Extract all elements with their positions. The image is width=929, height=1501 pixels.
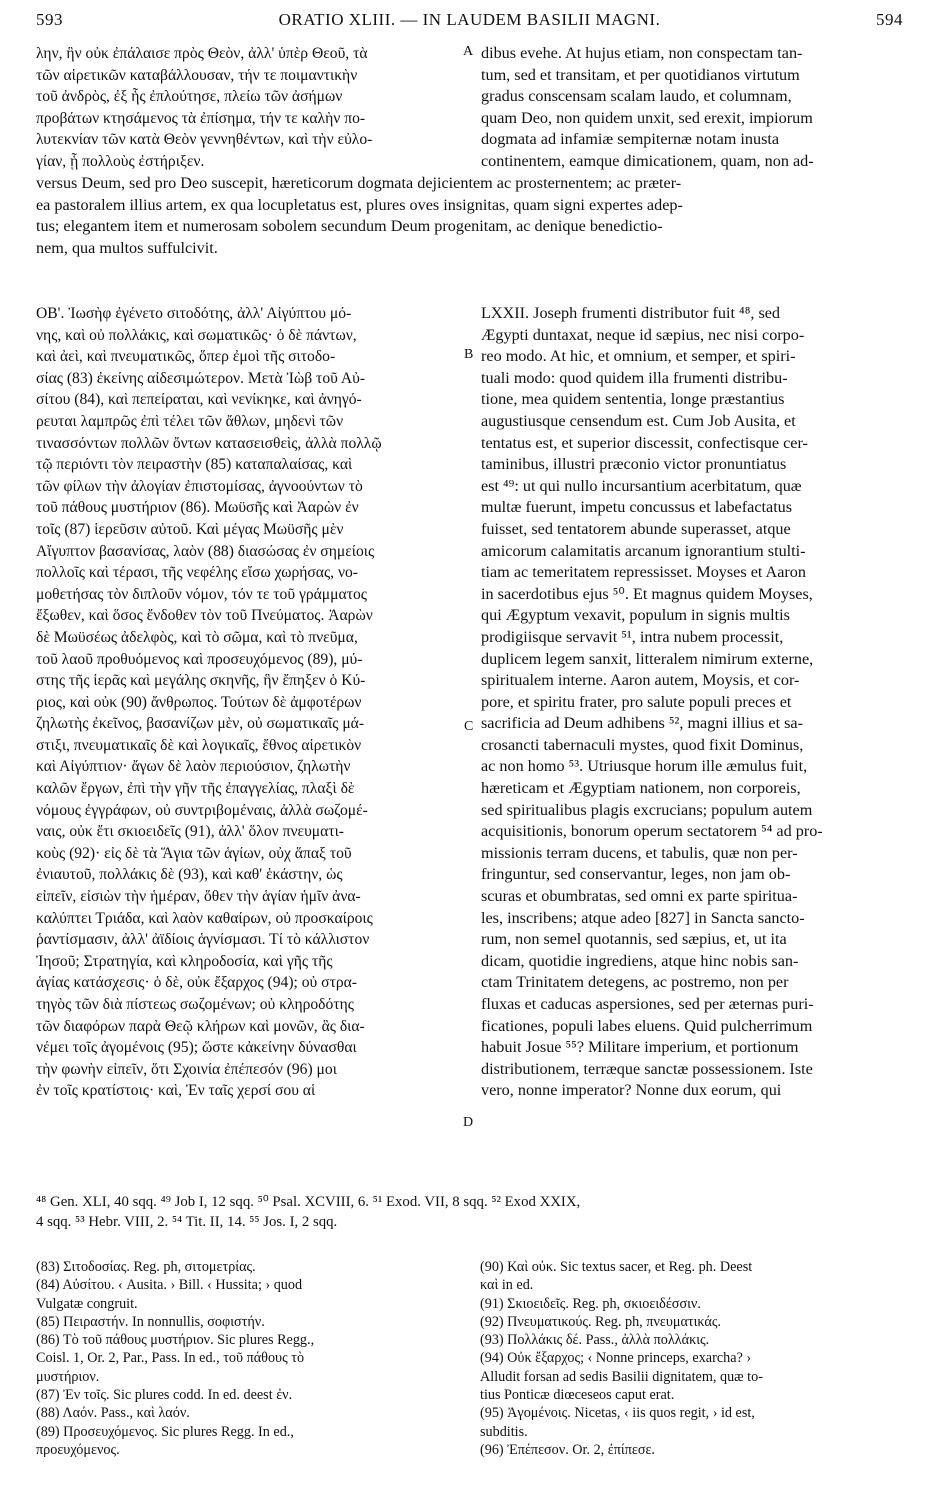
latin-full-line: nem, qua multos suffulcivit. bbox=[36, 238, 218, 257]
latin-line: pore, et spiritu frater, pro salute populi preces et bbox=[481, 692, 792, 711]
greek-line: νέμει τοῖς ἀγομένοις (95); ὥστε κἀκείνην δύνασθαι bbox=[36, 1039, 357, 1057]
notes-right-column bbox=[480, 1258, 906, 1459]
greek-line: τινασσόντων πολλῶν ὄντων κατασεισθεὶς, ἀλλὰ πολλῷ bbox=[36, 434, 382, 452]
latin-line: sed spiritualibus plagis excrucians; populum autem bbox=[481, 800, 813, 819]
latin-line: amicorum calamitatis arcanum ignorantium stulti- bbox=[481, 541, 806, 560]
greek-line: Ἰησοῦ; Στρατηγία, καὶ κληροδοσία, καὶ γῆς τῆς bbox=[36, 952, 333, 970]
latin-line: ctam Trinitatem detegens, ac postremo, non per bbox=[481, 973, 789, 992]
greek-line: μοθετήσας τὸν διπλοῦν νόμον, τόν τε τοῦ γράμματος bbox=[36, 585, 367, 603]
greek-line: τοῦ λαοῦ προθυόμενος καὶ προσευχόμενος (89), μύ- bbox=[36, 650, 363, 668]
greek-top-line: γίαν, ᾗ πολλοὺς ἐστήριξεν. bbox=[36, 152, 205, 170]
latin-line: fuisset, sed tentatorem abunde superasset, atque bbox=[481, 519, 791, 538]
greek-top-line: λην, ἣν οὐκ ἐπάλαισε πρὸς Θεὸν, ἀλλ' ὑπὲρ Θεοῦ, τὰ bbox=[36, 45, 368, 62]
latin-line: duplicem legem sanxit, litteralem nimirum externe, bbox=[481, 649, 814, 668]
latin-line: hæreticam et Ægyptiam nationem, non corporeis, bbox=[481, 779, 801, 798]
note-line: Vulgatæ congruit. bbox=[36, 1295, 138, 1312]
greek-line: καλύπτει Τριάδα, καὶ λαὸν καθαίρων, οὐ προσκαίροις bbox=[36, 909, 373, 927]
greek-line: τῶν διαφόρων παρὰ Θεῷ κλήρων καὶ μονῶν, ἃς δια- bbox=[36, 1017, 365, 1035]
note-line: Coisl. 1, Or. 2, Par., Pass. In ed., τοῦ πάθους τὸ bbox=[36, 1350, 305, 1367]
latin-line: ac non homo ⁵³. Utriusque horum ille æmulus fuit, bbox=[481, 757, 808, 776]
note-line: (88) Λαόν. Pass., καὶ λαόν. bbox=[36, 1405, 190, 1422]
latin-line: tuali modo: quod quidem illa frumenti distribu- bbox=[481, 368, 788, 387]
latin-line: tentatus est, et superior discessit, confectisque cer- bbox=[481, 433, 808, 452]
greek-line: στης τῆς ἱερᾶς καὶ μεγάλης σκηνῆς, ἣν ἔπηξεν ὁ Κύ- bbox=[36, 672, 366, 690]
latin-line: est ⁴⁹: ut qui nullo incursantium acerbitatum, quæ bbox=[481, 476, 802, 495]
latin-line: in sacerdotibus ejus ⁵⁰. Et magnus quidem Moyses, bbox=[481, 584, 813, 603]
latin-line: prodigiisque servavit ⁵¹, intra nubem processit, bbox=[481, 627, 784, 646]
greek-line: ριος, καὶ οὐκ (90) ἄνθρωπος. Τούτων δὲ ἀμφοτέρων bbox=[36, 693, 362, 711]
latin-line: les, inscribens; atque adeo [827] in Sancta sancto- bbox=[481, 908, 805, 927]
greek-top-line: τῶν αἱρετικῶν καταβάλλουσαν, τήν τε ποιμαντικὴν bbox=[36, 66, 358, 84]
latin-top-column bbox=[481, 43, 905, 173]
latin-line: reo modo. At hic, et omnium, et semper, et spiri- bbox=[481, 347, 796, 366]
greek-main-column bbox=[36, 303, 460, 1102]
note-line: (85) Πειραστήν. In nonnullis, σοφιστήν. bbox=[36, 1313, 265, 1330]
scripture-references bbox=[36, 1192, 906, 1232]
note-line: (91) Σκιοειδεῖς. Reg. ph, σκιοειδέσσιν. bbox=[480, 1295, 701, 1312]
greek-line: ἁγίας κατάσχεσις· ὁ δὲ, οὐκ ἔξαρχος (94); οὐ στρα- bbox=[36, 974, 357, 992]
latin-line: LXXII. Joseph frumenti distributor fuit ⁴⁸, sed bbox=[481, 304, 781, 322]
greek-line: ἔξωθεν, καὶ ὅσος ἔνδοθεν τὸν τοῦ Πνεύματος. Ἀαρὼν bbox=[36, 607, 373, 625]
latin-full-line: tus; elegantem item et numerosam sobolem secundum Deum progenitam, ac denique benedictio- bbox=[36, 217, 663, 236]
latin-line: taminibus, illustri præconio victor pronuntiatus bbox=[481, 455, 787, 474]
latin-line: crosancti tabernaculi mystes, quod fixit Dominus, bbox=[481, 735, 804, 754]
latin-top-line: dogmata ad infamiæ sempiternæ notam inusta bbox=[481, 130, 780, 149]
notes-left-column bbox=[36, 1258, 466, 1459]
greek-top-line: τοῦ ἀνδρὸς, ἐξ ἧς ἐπλούτησε, πλείω τῶν ἀσήμων bbox=[36, 88, 343, 106]
latin-line: rum, non semel quotannis, sed sæpius, et, ut ita bbox=[481, 930, 787, 949]
latin-top-line: continentem, eamque dimicationem, quam, non ad- bbox=[481, 151, 814, 170]
greek-line: ΟΒ'. Ἰωσὴφ ἐγένετο σιτοδότης, ἀλλ' Αἰγύπτου μό- bbox=[36, 305, 352, 322]
marker-d: D bbox=[463, 1115, 474, 1130]
greek-line: τῷ περιόντι τὸν πειραστὴν (85) καταπαλαίσας, καὶ bbox=[36, 456, 353, 474]
note-line: (83) Σιτοδοσίας. Reg. ph, σιτομετρίας. bbox=[36, 1259, 256, 1275]
latin-line: spiritualem interne. Aaron autem, Moysis, et cor- bbox=[481, 671, 800, 690]
greek-top-line: προβάτων κτησάμενος τὰ ἐπίσημα, τήν τε καλὴν πο- bbox=[36, 109, 366, 127]
greek-line: Αἴγυπτον βασανίσας, λαὸν (88) διασώσας ἐν σημείοις bbox=[36, 542, 375, 560]
greek-line: πολλοῖς καὶ τέρασι, τῆς νεφέλης εἴσω χωρήσας, νο- bbox=[36, 564, 358, 582]
greek-line: σίας (83) ἐκείνης αἰδεσιμώτερον. Μετὰ Ἰὼβ τοῦ Αὐ- bbox=[36, 369, 366, 387]
latin-line: missionis terram ducens, et tabulis, quæ non per- bbox=[481, 843, 798, 862]
note-line: (89) Προσευχόμενος. Sic plures Regg. In ed., bbox=[36, 1423, 294, 1440]
greek-line: σίτου (84), καὶ πεπείραται, καὶ νενίκηκε, καὶ ἀνηγό- bbox=[36, 391, 362, 409]
latin-top-line: dibus evehe. At hujus etiam, non conspectam tan- bbox=[481, 44, 803, 62]
marker-b: B bbox=[464, 347, 474, 362]
greek-line: τηγὸς τῶν διὰ πίστεως σωζομένων; οὐ κληροδότης bbox=[36, 996, 354, 1013]
greek-line: νόμους ἐγγράφων, οὐ συντριβομέναις, ἀλλὰ σωζομέ- bbox=[36, 801, 368, 819]
latin-line: distributionem, terræque sanctæ possessionem. Iste bbox=[481, 1059, 813, 1078]
marker-c: C bbox=[464, 719, 474, 734]
latin-line: tiam ac temeritatem repressisset. Moyses et Aaron bbox=[481, 563, 806, 582]
note-line: (90) Καὶ οὐκ. Sic textus sacer, et Reg. ph. Deest bbox=[480, 1259, 753, 1275]
running-title: ORATIO XLIII. — IN LAUDEM BASILII MAGNI. bbox=[278, 10, 661, 29]
latin-line: tione, mea quidem sententia, longe præstantius bbox=[481, 390, 785, 409]
latin-line: sacrificia ad Deum adhibens ⁵², magni illius et sa- bbox=[481, 714, 804, 733]
note-line: (86) Τὸ τοῦ πάθους μυστήριον. Sic plures Regg., bbox=[36, 1332, 315, 1349]
latin-line: fluxas et caducas aspersiones, sed per æternas puri- bbox=[481, 995, 814, 1013]
latin-top-line: quam Deo, non quidem unxit, sed erexit, impiorum bbox=[481, 108, 813, 127]
latin-line: multæ fuerunt, impetu concussus et labefactatus bbox=[481, 498, 793, 517]
latin-top-line: gradus conscensam scalam laudo, et columnam, bbox=[481, 87, 792, 106]
note-line: Alludit forsan ad sedis Basilii dignitatem, quæ to- bbox=[480, 1368, 763, 1385]
greek-top-column bbox=[36, 43, 460, 173]
latin-line: acquisitionis, bonorum operum sectatorem ⁵⁴ ad pro- bbox=[481, 822, 823, 841]
greek-line: καὶ ἀεὶ, καὶ πνευματικῶς, ὅπερ ἐμοὶ τῆς σιτοδο- bbox=[36, 348, 336, 366]
note-line: προευχόμενος. bbox=[36, 1441, 120, 1458]
marker-a: A bbox=[463, 44, 474, 59]
latin-main-column bbox=[481, 303, 905, 1102]
greek-line: στιξι, πνευματικαῖς δὲ καὶ λογικαῖς, ἔθνος αἱρετικὸν bbox=[36, 736, 362, 754]
scripture-ref-line: 4 sqq. ⁵³ Hebr. VIII, 2. ⁵⁴ Tit. II, 14. ⁵⁵ Jos. I, 2 sqq. bbox=[36, 1214, 338, 1230]
latin-line: augustiusque censendum est. Cum Job Ausita, et bbox=[481, 411, 796, 430]
latin-full-line: ea pastoralem illius artem, ex qua locupletatus est, plures oves insignitas, quam signi expertes adep- bbox=[36, 195, 683, 214]
page-header bbox=[36, 6, 903, 36]
page-number-left: 593 bbox=[36, 10, 63, 29]
note-line: (95) Ἀγομένοις. Nicetas, ‹ iis quos regit, › id est, bbox=[480, 1405, 755, 1422]
note-line: tius Ponticæ diœceseos caput erat. bbox=[480, 1387, 675, 1404]
greek-line: τοῖς (87) ἱερεῦσιν αὐτοῦ. Καὶ μέγας Μωϋσῆς μὲν bbox=[36, 520, 344, 538]
greek-line: καλῶν ἔργων, ἐπὶ τὴν γῆν τῆς ἐπαγγελίας, πλαξὶ δὲ bbox=[36, 780, 355, 798]
latin-line: fringuntur, sed conservantur, leges, non jam ob- bbox=[481, 865, 791, 884]
note-line: μυστήριον. bbox=[36, 1368, 100, 1385]
greek-line: κοὺς (92)· εἰς δὲ τὰ Ἅγια τῶν ἁγίων, οὐχ ἅπαξ τοῦ bbox=[36, 844, 352, 862]
greek-line: δὲ Μωϋσέως ἀδελφὸς, καὶ τὸ σῶμα, καὶ τὸ πνεῦμα, bbox=[36, 628, 358, 646]
latin-line: Ægypti duntaxat, neque id sæpius, nec nisi corpo- bbox=[481, 325, 805, 344]
latin-top-line: tum, sed et transitam, et per quotidianos virtutum bbox=[481, 65, 800, 84]
note-line: (92) Πνευματικούς. Reg. ph, πνευματικάς. bbox=[480, 1313, 722, 1330]
greek-line: τῶν φίλων τὴν ἀλογίαν ἐπιστομίσας, ἀγνοούντων τὸ bbox=[36, 477, 363, 495]
greek-line: ρευται λαμπρῶς ἐπὶ τέλει τῶν ἄθλων, μηδενὶ τῶν bbox=[36, 412, 344, 430]
greek-line: τὴν φωνὴν εἰπεῖν, ὅτι Σχοινία ἐπέπεσόν (96) μοι bbox=[36, 1060, 337, 1078]
note-line: (87) Ἐν τοῖς. Sic plures codd. In ed. deest ἐν. bbox=[36, 1387, 293, 1404]
latin-full-line: versus Deum, sed pro Deo suscepit, hæreticorum dogmata dejicientem ac prosternentem; ac præter- bbox=[36, 174, 682, 192]
latin-line: scuras et obumbratas, sed omni ex parte spiritua- bbox=[481, 887, 798, 906]
note-line: subditis. bbox=[480, 1423, 528, 1440]
note-line: καὶ in ed. bbox=[480, 1277, 534, 1294]
greek-line: νης, καὶ οὐ πολλάκις, καὶ σωματικῶς· ὁ δὲ πάντων, bbox=[36, 326, 357, 344]
greek-line: ἐνιαυτοῦ, πολλάκις δὲ (93), καὶ καθ' ἑκάστην, ὡς bbox=[36, 866, 343, 884]
greek-line: καὶ Αἰγύπτιον· ἄγων δὲ λαὸν περιούσιον, ζηλωτὴν bbox=[36, 758, 351, 776]
note-line: (94) Οὐκ ἔξαρχος; ‹ Nonne princeps, exarcha? › bbox=[480, 1350, 752, 1367]
latin-line: vero, nonne imperator? Nonne dux eorum, qui bbox=[481, 1081, 782, 1100]
latin-full-width bbox=[36, 173, 906, 259]
greek-line: εἰπεῖν, εἰσιὼν τὴν ἡμέραν, ὅθεν τὴν ἁγίαν ἡμῖν ἀνα- bbox=[36, 888, 361, 906]
latin-line: dicam, quotidie ingrediens, atque hinc nobis san- bbox=[481, 951, 799, 970]
note-line: (84) Αὐσίτου. ‹ Ausita. › Bill. ‹ Hussita; › quod bbox=[36, 1277, 303, 1294]
page-number-right: 594 bbox=[876, 10, 903, 29]
greek-line: ῥαντίσμασιν, ἀλλ' ἀϊδίοις ἁγνίσμασι. Τί τὸ κάλλιστον bbox=[36, 931, 370, 949]
scripture-ref-line: ⁴⁸ Gen. XLI, 40 sqq. ⁴⁹ Job I, 12 sqq. ⁵⁰ Psal. XCVIII, 6. ⁵¹ Exod. VII, 8 sqq. ⁵² Exod XXIX, bbox=[36, 1194, 581, 1210]
latin-line: qui Ægyptum vexavit, populum in signis multis bbox=[481, 606, 790, 625]
note-line: (93) Πολλάκις δέ. Pass., ἀλλὰ πολλάκις. bbox=[480, 1332, 710, 1349]
greek-line: ζηλωτὴς ἐκεῖνος, βασανίζων μὲν, οὐ σωματικαῖς μά- bbox=[36, 715, 365, 733]
greek-line: ναις, οὐκ ἔτι σκιοειδεῖς (91), ἀλλ' ὅλον πνευματι- bbox=[36, 823, 344, 841]
latin-line: habuit Josue ⁵⁵? Militare imperium, et portionum bbox=[481, 1038, 799, 1057]
note-line: (96) Ἐπέπεσον. Or. 2, ἐπίπεσε. bbox=[480, 1441, 655, 1458]
greek-line: ἐν τοῖς κρατίστοις· καὶ, Ἐν ταῖς χερσί σου αἱ bbox=[36, 1082, 316, 1100]
greek-line: τοῦ πάθους μυστήριον (86). Μωϋσῆς καὶ Ἀαρὼν ἐν bbox=[36, 499, 359, 517]
greek-top-line: λυτεκνίαν τῶν κατὰ Θεὸν γεννηθέντων, καὶ τὴν εὐλο- bbox=[36, 131, 373, 149]
latin-line: ficationes, populi labes eluens. Quid pulcherrimum bbox=[481, 1016, 813, 1035]
